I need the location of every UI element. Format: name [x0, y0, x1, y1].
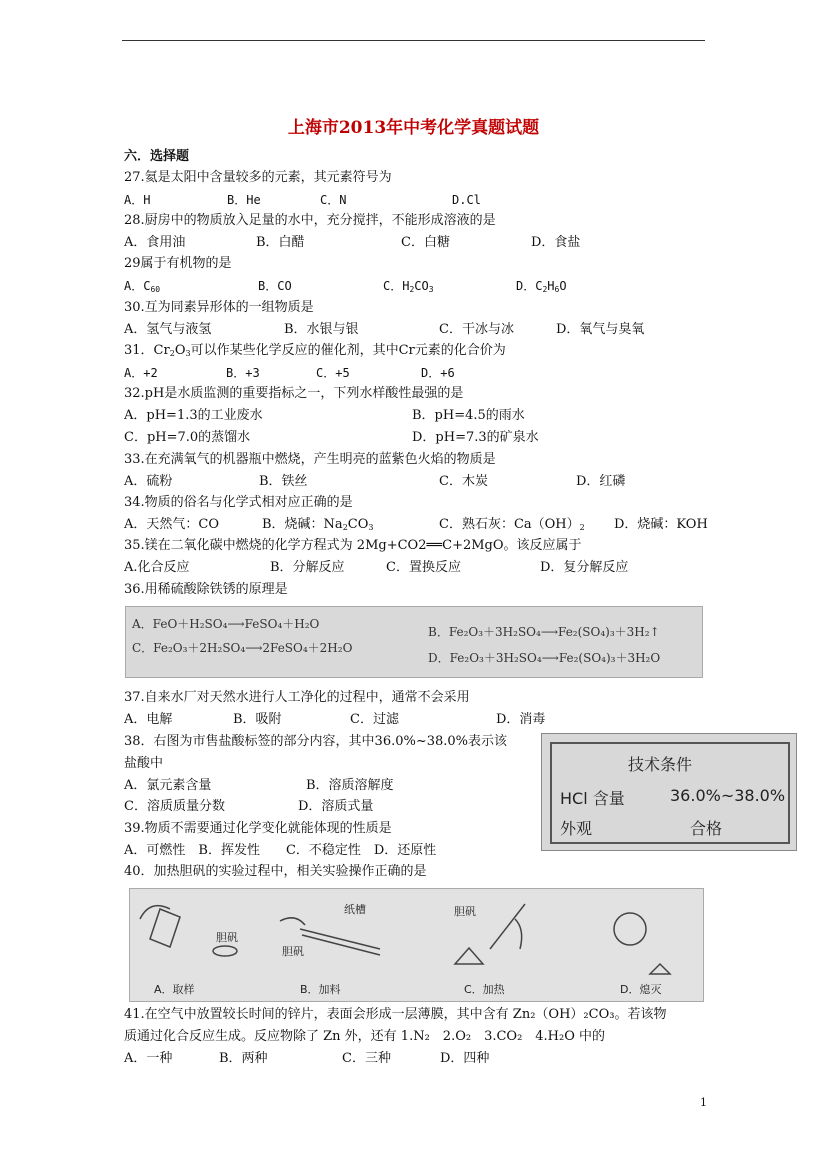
section-heading: 六．选择题	[124, 149, 190, 164]
q36-equation-b: B．Fe₂O₃＋3H₂SO₄⟶Fe₂(SO₄)₃＋3H₂↑	[428, 625, 660, 639]
q33-stem: 33.在充满氧气的机器瓶中燃烧，产生明亮的蓝紫色火焰的物质是	[124, 452, 496, 467]
q29-option-a: A．$C_{60}$	[124, 279, 161, 294]
face-shape	[614, 913, 646, 945]
page-number: 1	[700, 1096, 707, 1109]
q35-option-a: A.化合反应	[124, 560, 190, 575]
q37-stem: 37.自来水厂对天然水进行人工净化的过程中，通常不会采用	[124, 690, 470, 705]
q33-option-a: A．硫粉	[124, 474, 173, 489]
page-title: 上海市2013年中考化学真题试题	[287, 118, 540, 138]
q28-option-a: A．食用油	[124, 235, 186, 250]
q37-option-d: D．消毒	[496, 712, 546, 727]
q36-equation-c: C．Fe₂O₃＋2H₂SO₄⟶2FeSO₄＋2H₂O	[132, 641, 353, 655]
hcl-label-content-value: 36.0%~38.0%	[670, 786, 786, 805]
q33-option-c: C．木炭	[439, 474, 488, 489]
q34-option-d: D．烧碱：KOH	[614, 517, 708, 532]
q30-option-c: C．干冰与冰	[439, 322, 514, 337]
q41-option-d: D．四种	[440, 1051, 490, 1066]
fig-label-danfan-a: 胆矾	[216, 931, 238, 944]
q29-option-b: B．CO	[258, 279, 292, 293]
dish-shape	[213, 946, 237, 956]
q28-option-b: B．白醋	[256, 235, 305, 250]
q38-stem-line2: 盐酸中	[124, 756, 164, 771]
q38-option-a: A．氯元素含量	[124, 778, 212, 793]
q27-option-c: C．N	[320, 193, 347, 207]
lamp-shape	[650, 964, 670, 974]
q41-stem-line2: 质通过化合反应生成。反应物除了 Zn 外，还有 1.N₂ 2.O₂ 3.CO₂ 4.H₂O 中的	[124, 1029, 606, 1044]
hcl-label-heading: 技术条件	[628, 755, 693, 774]
q37-option-b: B．吸附	[233, 712, 282, 727]
q32-option-b: B．pH=4.5的雨水	[412, 408, 525, 423]
q27-stem: 27.氦是太阳中含量较多的元素，其元素符号为	[124, 170, 392, 185]
q41-option-a: A．一种	[124, 1051, 173, 1066]
q31-option-c: C．+5	[316, 366, 350, 380]
q40-illustration-svg	[130, 889, 703, 1001]
q34-option-c: C．熟石灰：$Ca(OH)_2$	[439, 517, 585, 532]
q32-stem: 32.pH是水质监测的重要指标之一，下列水样酸性最强的是	[124, 386, 464, 401]
q30-option-a: A．氢气与液氢	[124, 322, 212, 337]
q36-equation-a: A．FeO＋H₂SO₄⟶FeSO₄＋H₂O	[132, 617, 320, 631]
q30-option-d: D．氧气与臭氧	[556, 322, 645, 337]
q28-option-c: C．白糖	[401, 235, 450, 250]
test-tube-shape	[300, 929, 380, 949]
hcl-label-appearance-value: 合格	[690, 819, 723, 838]
hcl-label-appearance-key: 外观	[560, 819, 593, 838]
fig-label-danfan-c: 胆矾	[454, 905, 476, 918]
q40-stem: 40．加热胆矾的实验过程中，相关实验操作正确的是	[124, 864, 427, 879]
hcl-label-content-key: HCl 含量	[560, 789, 625, 808]
q32-option-a: A．pH=1.3的工业废水	[124, 408, 263, 423]
q27-option-a: A．H	[124, 193, 151, 207]
q31-option-d: D．+6	[421, 366, 455, 380]
q33-option-d: D．红磷	[576, 474, 626, 489]
q39-options: A．可燃性 B．挥发性 C．不稳定性 D．还原性	[124, 843, 437, 858]
q30-stem: 30.互为同素异形体的一组物质是	[124, 300, 314, 315]
q40-experiment-image	[129, 888, 704, 1002]
q33-option-b: B．铁丝	[259, 474, 308, 489]
q36-stem: 36.用稀硫酸除铁锈的原理是	[124, 582, 288, 597]
fig-label-paper-trough: 纸槽	[344, 903, 366, 916]
q27-option-d: D.Cl	[452, 193, 481, 207]
q37-option-a: A．电解	[124, 712, 173, 727]
q31-stem: 31．$Cr_2O_3$可以作某些化学反应的催化剂，其中Cr元素的化合价为	[124, 343, 506, 358]
q36-equations-image	[125, 606, 703, 678]
q31-option-a: A．+2	[124, 366, 158, 380]
q35-stem: 35.镁在二氧化碳中燃烧的化学方程式为 2Mg+CO2══C+2MgO。该反应属于	[124, 538, 582, 553]
q28-option-d: D．食盐	[531, 235, 581, 250]
q28-stem: 28.厨房中的物质放入足量的水中，充分搅拌，不能形成溶液的是	[124, 213, 496, 228]
q30-option-b: B．水银与银	[284, 322, 359, 337]
q41-option-c: C．三种	[342, 1051, 391, 1066]
q38-option-b: B．溶质溶解度	[306, 778, 394, 793]
fig-caption-b: B．加料	[300, 983, 341, 996]
q31-option-b: B．+3	[226, 366, 260, 380]
fig-caption-c: C．加热	[464, 983, 505, 996]
q32-option-c: C．pH=7.0的蒸馏水	[124, 430, 251, 445]
q34-stem: 34.物质的俗名与化学式相对应正确的是	[124, 495, 353, 510]
fig-caption-a: A．取样	[154, 983, 195, 996]
q41-stem-line1: 41.在空气中放置较长时间的锌片，表面会形成一层薄膜，其中含有 Zn₂（OH）₂CO₃。若该物	[124, 1007, 667, 1022]
q27-option-b: B．He	[227, 193, 261, 207]
q34-option-b: B．烧碱：$Na_2CO_3$	[262, 517, 374, 532]
q35-option-b: B．分解反应	[270, 560, 345, 575]
q35-option-d: D．复分解反应	[540, 560, 629, 575]
q38-option-c: C．溶质质量分数	[124, 799, 225, 814]
q38-option-d: D．溶质式量	[298, 799, 374, 814]
burner-shape	[455, 948, 483, 964]
fig-caption-d: D．熄灭	[620, 983, 662, 996]
q37-option-c: C．过滤	[350, 712, 399, 727]
q36-equation-d: D．Fe₂O₃＋3H₂SO₄⟶Fe₂(SO₄)₃＋3H₂O	[428, 651, 661, 665]
q32-option-d: D．pH=7.3的矿泉水	[412, 430, 539, 445]
q41-option-b: B．两种	[219, 1051, 268, 1066]
fig-label-danfan-b: 胆矾	[282, 945, 304, 958]
hcl-label-image	[541, 733, 797, 851]
header-rule	[122, 40, 705, 41]
q38-stem-line1: 38．右图为市售盐酸标签的部分内容，其中36.0%~38.0%表示该	[124, 734, 508, 749]
q29-option-d: D．$C_2H_6O$	[516, 279, 567, 294]
q39-stem: 39.物质不需要通过化学变化就能体现的性质是	[124, 821, 392, 836]
q29-stem: 29属于有机物的是	[124, 256, 232, 271]
q29-option-c: C．$H_2CO_3$	[383, 279, 434, 294]
q35-option-c: C．置换反应	[386, 560, 461, 575]
bottle-shape	[150, 909, 180, 947]
q34-option-a: A．天然气：CO	[124, 517, 219, 532]
